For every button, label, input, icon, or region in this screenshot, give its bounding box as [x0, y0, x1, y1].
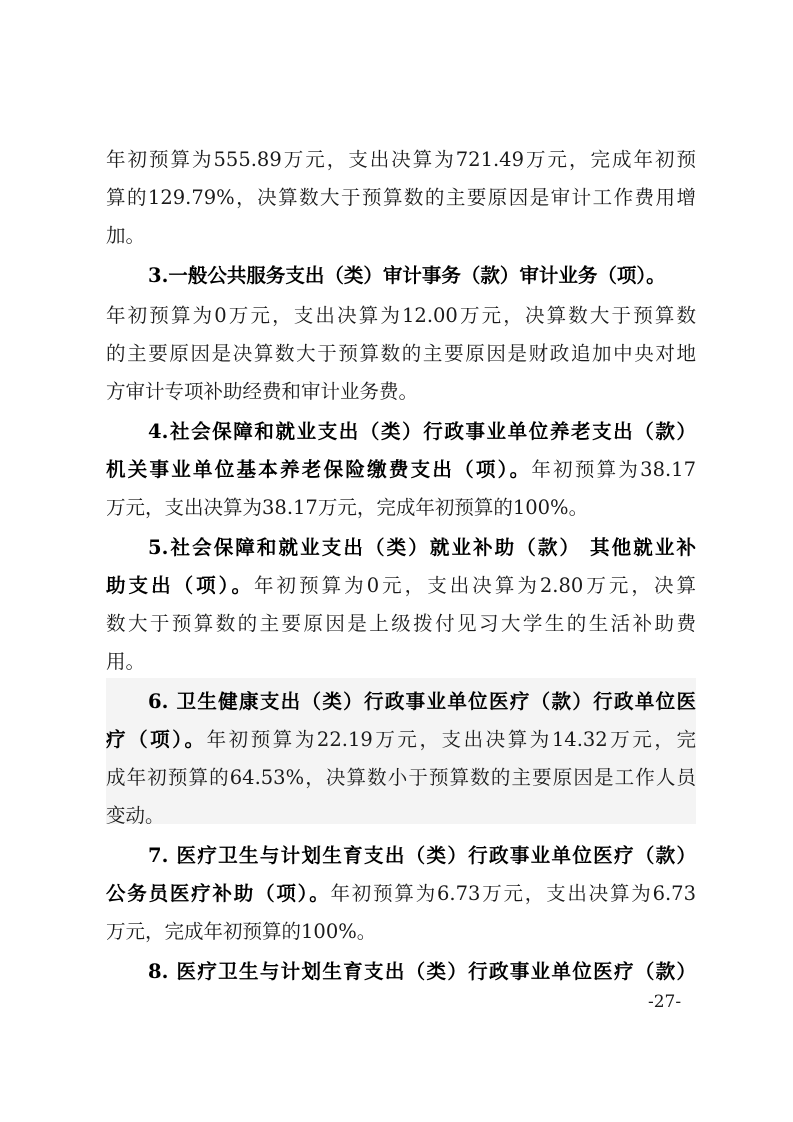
heading-line — [106, 875, 696, 913]
heading-line — [148, 257, 696, 295]
heading-text: 8. 医疗卫生与计划生育支出（类）行政事业单位医疗（款） — [148, 960, 696, 983]
paragraph-text: 方审计专项补助经费和审计业务费。 — [106, 380, 419, 403]
paragraph-text: 年初预算为38.17 — [531, 458, 696, 481]
paragraph-text: 成年初预算的64.53%，决算数小于预算数的主要原因是工作人员 — [106, 766, 696, 789]
paragraph-text: 算的129.79%，决算数大于预算数的主要原因是审计工作费用增 — [106, 186, 696, 209]
paragraph-text: 年初预算为0万元，支出决算为12.00万元，决算数大于预算数 — [106, 304, 696, 327]
paragraph-text: 年初预算为555.89万元，支出决算为721.49万元，完成年初预 — [106, 148, 696, 171]
text-line — [106, 913, 696, 951]
heading-line — [148, 413, 696, 451]
heading-text: 疗（项）。 — [106, 728, 207, 751]
heading-line — [148, 837, 696, 875]
text-line — [106, 217, 696, 255]
paragraph-text: 用。 — [106, 650, 146, 673]
heading-text: 公务员医疗补助（项）。 — [106, 882, 331, 905]
text-line — [106, 141, 696, 179]
paragraph-text: 的主要原因是决算数大于预算数的主要原因是财政追加中央对地 — [106, 342, 696, 365]
heading-text: 机关事业单位基本养老保险缴费支出（项）。 — [106, 458, 532, 481]
heading-text: 5.社会保障和就业支出（类）就业补助（款） 其他就业补 — [148, 536, 696, 559]
heading-text: 助支出（项）。 — [106, 574, 255, 597]
paragraph-text: 加。 — [106, 224, 146, 247]
paragraph-text: 万元，支出决算为38.17万元，完成年初预算的100%。 — [106, 496, 589, 519]
text-line — [106, 797, 696, 835]
paragraph-text: 变动。 — [106, 804, 165, 827]
heading-line — [106, 567, 696, 605]
heading-text: 3.一般公共服务支出（类）审计事务（款）审计业务（项）。 — [148, 264, 666, 287]
text-line — [106, 335, 696, 373]
text-line — [106, 373, 696, 411]
heading-text: 6. 卫生健康支出（类）行政事业单位医疗（款）行政单位医 — [148, 690, 696, 713]
text-line — [106, 297, 696, 335]
heading-line — [106, 451, 696, 489]
heading-line — [148, 953, 696, 991]
heading-text: 4.社会保障和就业支出（类）行政事业单位养老支出（款） — [148, 420, 696, 443]
heading-line — [106, 721, 696, 759]
heading-line — [148, 529, 696, 567]
paragraph-text: 年初预算为22.19万元，支出决算为14.32万元，完 — [206, 728, 696, 751]
heading-text: 7. 医疗卫生与计划生育支出（类）行政事业单位医疗（款） — [148, 844, 696, 867]
heading-line — [148, 683, 696, 721]
text-line — [106, 759, 696, 797]
text-line — [106, 179, 696, 217]
paragraph-text: 年初预算为0元，支出决算为2.80万元，决算 — [254, 574, 696, 597]
page-number: -27- — [648, 992, 682, 1012]
text-line — [106, 489, 696, 527]
text-line — [106, 605, 696, 643]
paragraph-text: 年初预算为6.73万元，支出决算为6.73 — [330, 882, 696, 905]
paragraph-text: 数大于预算数的主要原因是上级拨付见习大学生的生活补助费 — [106, 612, 696, 635]
paragraph-text: 万元，完成年初预算的100%。 — [106, 920, 377, 943]
text-line — [106, 643, 696, 681]
